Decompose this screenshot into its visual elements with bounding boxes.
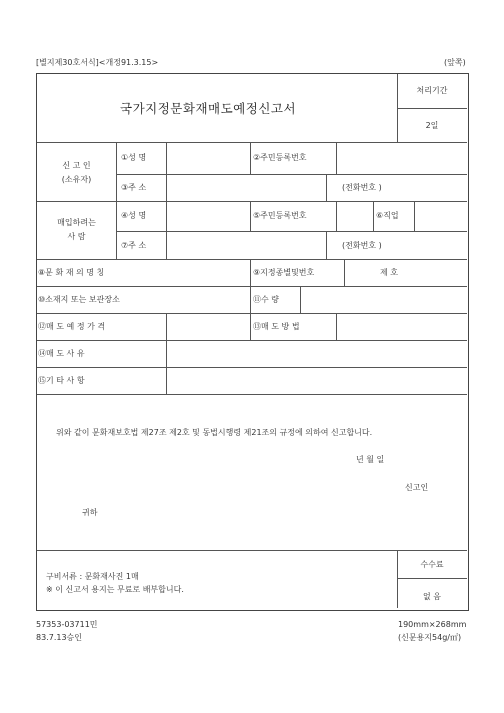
- reporter-label: 신 고 인: [62, 161, 91, 170]
- quantity-label: ⑪수 량: [253, 295, 279, 304]
- declarant-label: 신고인: [405, 483, 429, 492]
- paper-size: 190mm×268mm: [398, 620, 467, 629]
- reporter-address-label: ③주 소: [121, 183, 147, 192]
- processing-period-label: 처리기간: [416, 86, 448, 95]
- heritage-name-label: ⑧문 화 재 의 명 칭: [38, 268, 105, 277]
- declaration-text: 위와 같이 문화재보호법 제27조 제2호 및 동법시행령 제21조의 규정에 의하여 신고합니다.: [56, 428, 373, 437]
- reporter-name-label: ①성 명: [121, 153, 147, 162]
- price-label: ⑫매 도 예 정 가 격: [38, 322, 106, 331]
- processing-period-value: 2일: [425, 121, 439, 130]
- buyer-phone-label: (전화번호 ): [342, 241, 382, 250]
- buyer-job-field[interactable]: [415, 202, 466, 230]
- reporter-address-field[interactable]: [167, 175, 325, 200]
- addressee-label: 귀하: [82, 508, 98, 517]
- declaration-date: 년 월 일: [356, 455, 385, 464]
- form-number: [별지제30호서식]<개정91.3.15>: [36, 58, 159, 67]
- buyer-name-label: ④성 명: [121, 211, 147, 220]
- fee-label: 수수료: [420, 560, 444, 569]
- buyer-address-field[interactable]: [167, 232, 325, 258]
- buyer-label: 매입하려는: [57, 218, 96, 227]
- reporter-id-field[interactable]: [337, 143, 466, 173]
- sale-reason-field[interactable]: [167, 341, 466, 366]
- form-title: 국가지정문화재매도예정신고서: [120, 101, 297, 116]
- reporter-id-label: ②주민등록번호: [253, 153, 307, 162]
- buyer-person-label: 사 람: [67, 232, 86, 241]
- buyer-address-label: ⑦주 소: [121, 241, 147, 250]
- form-code: 57353-03711민: [36, 620, 98, 629]
- paper-type: (신문용지54g/㎡): [398, 633, 462, 642]
- approval-date: 83.7.13승인: [36, 633, 82, 642]
- other-matters-field[interactable]: [167, 368, 466, 393]
- sale-method-field[interactable]: [337, 314, 466, 339]
- reporter-phone-label: (전화번호 ): [342, 183, 382, 192]
- buyer-name-field[interactable]: [167, 202, 249, 230]
- reporter-owner-label: (소유자): [61, 175, 92, 184]
- fee-value: 없 음: [423, 592, 441, 601]
- quantity-field[interactable]: [301, 287, 466, 312]
- location-field[interactable]: [117, 287, 249, 312]
- sale-method-label: ⑬매 도 방 법: [253, 322, 300, 331]
- buyer-id-label: ⑤주민등록번호: [253, 211, 307, 220]
- price-field[interactable]: [167, 314, 249, 339]
- sale-reason-label: ⑭매 도 사 유: [38, 349, 85, 358]
- designation-type-label: ⑨지정종별및번호: [253, 268, 315, 277]
- buyer-id-field[interactable]: [337, 202, 372, 230]
- location-label: ⑩소재지 또는 보관장소: [38, 295, 120, 304]
- heritage-name-field[interactable]: [117, 260, 249, 285]
- page-side-label: (앞쪽): [444, 58, 466, 67]
- reporter-name-field[interactable]: [167, 143, 249, 173]
- required-documents: 구비서류 : 문화재사진 1매: [46, 572, 139, 581]
- designation-number-field[interactable]: 제 호: [380, 268, 398, 277]
- buyer-job-label: ⑥직업: [376, 211, 399, 220]
- free-form-note: ※ 이 신고서 용지는 무료로 배부합니다.: [46, 585, 184, 594]
- other-matters-label: ⑮기 타 사 항: [38, 376, 85, 385]
